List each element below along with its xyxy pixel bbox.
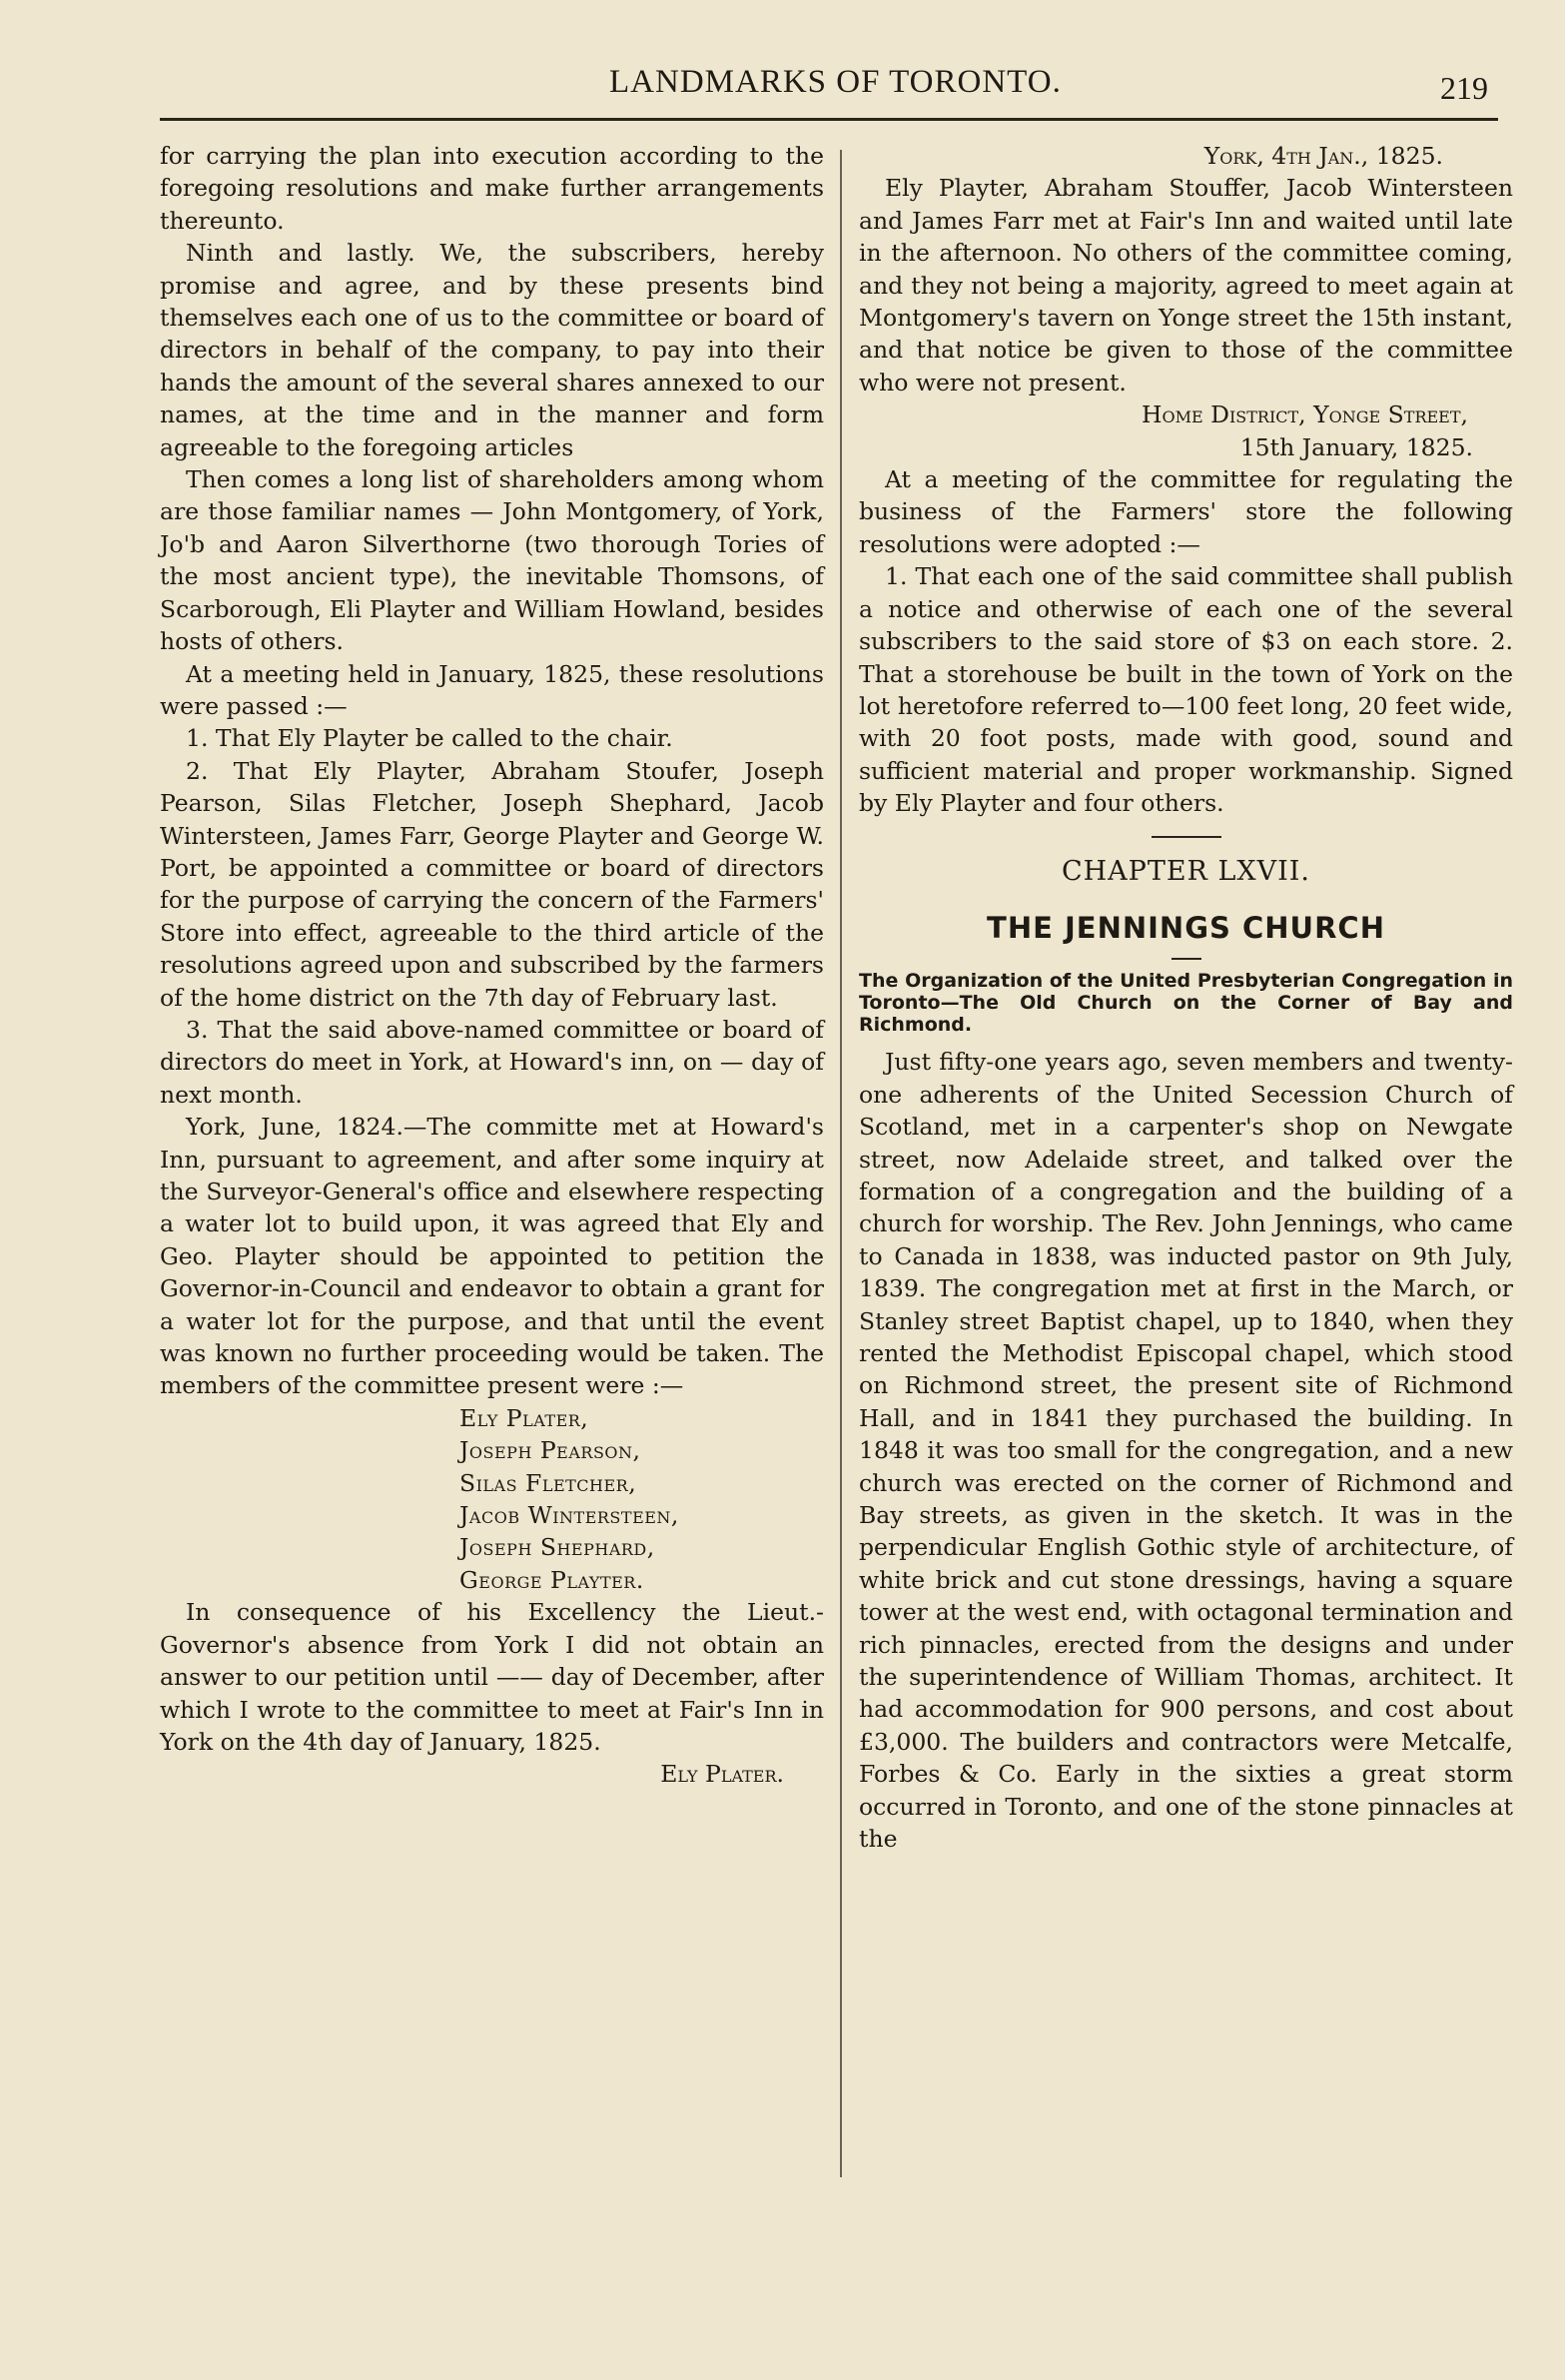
resolution-item: 2. That Ely Playter, Abraham Stoufer, Joseph Pearson, Silas Fletcher, Joseph Shephard, Jacob Wintersteen, James Farr, George Playter and George W. Port, be appointed a committee or board of directors for the purpose of carrying the concern of the Farmers' Store into effect, agreeable to the third article of the resolutions agreed upon and subscribed by the farmers of the home district on the 7th day of February last. xyxy=(160,756,824,1012)
paragraph: At a meeting held in January, 1825, these resolutions were passed :— xyxy=(160,659,824,720)
signatory: Silas Fletcher, xyxy=(459,1468,637,1497)
running-head-title: LANDMARKS OF TORONTO. xyxy=(609,64,1062,100)
dateline: 15th January, 1825. xyxy=(1239,432,1473,461)
resolution-item: 3. That the said above-named committee or board of directors do meet in York, at Howard's inn, on — day of next month. xyxy=(160,1015,824,1109)
chapter-number: CHAPTER LXVII. xyxy=(1061,855,1311,887)
paragraph: 1. That each one of the said committee shall publish a notice and otherwise of each one of the several subscribers to the said store of $3 on each store. 2. That a storehouse be built in the town of York on the lot heretofore referred to—100 feet long, 20 feet wide, with 20 foot posts, made with good, sound and sufficient material and proper workmanship. Signed by Ely Playter and four others. xyxy=(859,562,1513,818)
section-divider xyxy=(1152,836,1221,838)
chapter-title: THE JENNINGS CHURCH xyxy=(987,910,1385,945)
paragraph: Just fifty-one years ago, seven members and twenty-one adherents of the United Secession Church of Scotland, met in a carpenter's shop on Newgate street, now Adelaide street, and talked over the formation of a congregation and the building of a church for worship. The Rev. John Jennings, who came to Canada in 1838, was inducted pastor on 9th July, 1839. The congregation met at first in the March, or Stanley street Baptist chapel, up to 1840, when they rented the Methodist Episcopal chapel, which stood on Richmond street, the present site of Richmond Hall, and in 1841 they purchased the building. In 1848 it was too small for the congregation, and a new church was erected on the corner of Richmond and Bay streets, as given in the sketch. It was in the perpendicular English Gothic style of architecture, of white brick and cut stone dressings, having a square tower at the west end, with octagonal termination and rich pinnacles, erected from the designs and under the superintendence of William Thomas, architect. It had accommodation for 900 persons, and cost about £3,000. The builders and contractors were Metcalfe, Forbes & Co. Early in the sixties a great storm occurred in Toronto, and one of the stone pinnacles at the xyxy=(859,1048,1513,1854)
right-column xyxy=(859,140,1513,1856)
chapter-subheading: The Organization of the United Presbyterian Congregation in Toronto—The Old Church on the Corner of Bay and Richmond. xyxy=(859,970,1513,1037)
left-column xyxy=(160,140,824,1791)
signatory-list xyxy=(160,1402,824,1596)
dateline: York, 4th Jan., 1825. xyxy=(1203,142,1443,170)
paragraph: York, June, 1824.—The committe met at Howard's Inn, pursuant to agreement, and after some inquiry at the Surveyor-General's office and elsewhere respecting a water lot to build upon, it was agreed that Ely and Geo. Playter should be appointed to petition the Governor-in-Council and endeavor to obtain a grant for a water lot for the purpose, and that until the event was known no further proceeding would be taken. The members of the committee present were :— xyxy=(160,1113,824,1400)
signatory: Joseph Shephard, xyxy=(459,1533,655,1562)
page-number: 219 xyxy=(1440,70,1488,106)
title-divider xyxy=(1172,958,1201,960)
paragraph: for carrying the plan into execution according to the foregoing resolutions and make further arrangements thereunto. xyxy=(160,142,824,235)
paragraph: Then comes a long list of shareholders among whom are those familiar names — John Montgomery, of York, Jo'b and Aaron Silverthorne (two thorough Tories of the most ancient type), the inevitable Thomsons, of Scarborough, Eli Playter and William Howland, besides hosts of others. xyxy=(160,465,824,656)
signatory: George Playter. xyxy=(459,1565,644,1594)
paragraph: Ninth and lastly. We, the subscribers, hereby promise and agree, and by these presents bind themselves each one of us to the committee or board of directors in behalf of the company, to pay into their hands the amount of the several shares annexed to our names, at the time and in the manner and form agreeable to the foregoing articles xyxy=(160,239,824,461)
running-head xyxy=(160,60,1498,110)
header-rule xyxy=(160,118,1498,121)
column-divider xyxy=(840,150,842,2177)
paragraph: At a meeting of the committee for regulating the business of the Farmers' store the following resolutions were adopted :— xyxy=(859,465,1513,558)
signatory: Ely Plater, xyxy=(459,1403,589,1432)
closing-signature: Ely Plater. xyxy=(660,1760,784,1789)
dateline: Home District, Yonge Street, xyxy=(1141,400,1468,429)
signatory: Jacob Wintersteen, xyxy=(459,1501,679,1530)
resolution-item: 1. That Ely Playter be called to the chair. xyxy=(186,724,673,753)
paragraph: In consequence of his Excellency the Lieut.-Governor's absence from York I did not obtain an answer to our petition until —— day of December, after which I wrote to the committee to meet at Fair's Inn in York on the 4th day of January, 1825. xyxy=(160,1598,824,1756)
signatory: Joseph Pearson, xyxy=(459,1436,641,1465)
paragraph: Ely Playter, Abraham Stouffer, Jacob Wintersteen and James Farr met at Fair's Inn and waited until late in the afternoon. No others of the committee coming, and they not being a majority, agreed to meet again at Montgomery's tavern on Yonge street the 15th instant, and that notice be given to those of the committee who were not present. xyxy=(859,174,1513,397)
